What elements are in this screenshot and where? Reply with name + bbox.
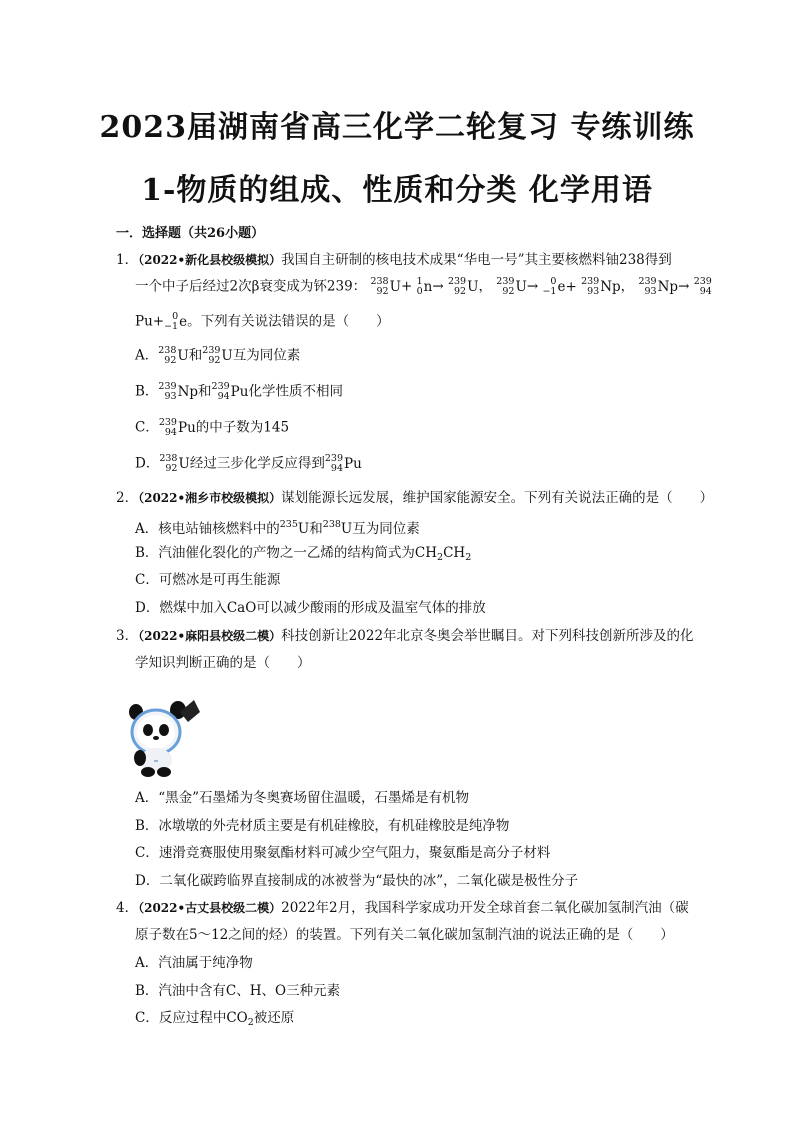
q1-option-a[interactable]: A． 238 92 U 和 239 92 U 互为同位素 <box>135 345 301 366</box>
q4-stem-line-1: 4．（2022•古丈县校级二模）2022年2月，我国科学家成功开发全球首套二氧化碳加氢制汽油（碳 <box>116 900 689 916</box>
q4-option-a[interactable]: A．汽油属于纯净物 <box>135 955 253 971</box>
q4-option-b[interactable]: B．汽油中含有C、H、O三种元素 <box>135 983 341 999</box>
q1-stem-line-1: 1．（2022•新化县校级模拟）我国自主研制的核电技术成果“华电一号”其主要核燃料铀238得到 <box>116 252 672 268</box>
q3-stem-line-2: 学知识判断正确的是（ ） <box>135 655 311 671</box>
nuclide-pu239-mass: 239 94 <box>693 276 712 297</box>
q2-option-d[interactable]: D．燃煤中加入CaO可以减少酸雨的形成及温室气体的排放 <box>135 600 486 616</box>
q3-option-a[interactable]: A．“黑金”石墨烯为冬奥赛场留住温暖，石墨烯是有机物 <box>135 790 470 806</box>
nuclide-u239: 239 92 U <box>447 276 479 297</box>
q1-option-d[interactable]: D． 238 92 U 经过三步化学反应得到 239 94 Pu <box>135 453 362 474</box>
title-line-2: 1-物质的组成、性质和分类 化学用语 <box>141 173 653 208</box>
nuclide-electron: 0 −1 e+ <box>542 276 577 297</box>
q3-option-b[interactable]: B．冰墩墩的外壳材质主要是有机硅橡胶，有机硅橡胶是纯净物 <box>135 818 510 834</box>
q1-option-b[interactable]: B． 239 93 Np 和 239 94 Pu 化学性质不相同 <box>135 381 343 402</box>
section-heading: 一．选择题（共26小题） <box>116 226 265 241</box>
q3-stem-line-1: 3．（2022•麻阳县校级二模）科技创新让2022年北京冬奥会举世瞩目。对下列科技创新所涉及的化 <box>116 628 694 644</box>
nuclide-electron-2: 0 −1 e <box>164 311 188 332</box>
q1-option-c[interactable]: C． 239 94 Pu 的中子数为145 <box>135 417 290 438</box>
q2-option-b[interactable]: B．汽油催化裂化的产物之一乙烯的结构简式为$CH_2CH_2$ <box>135 545 472 563</box>
svg-text:≈: ≈ <box>153 758 159 765</box>
nuclide-np239: 239 93 Np <box>581 276 621 297</box>
q2-option-c[interactable]: C．可燃冰是可再生能源 <box>135 572 281 588</box>
q1-stem-line-2: 一个中子后经过2次β衰变成为钚239： 238 92 U + 1 0 n → 239 92 U ， 239 92 U → 0 −1 e+ 239 93 Np ， 239 93 Np → 239 94 <box>135 276 712 297</box>
nuclide-u238: 238 92 U <box>370 276 401 297</box>
q2-option-a[interactable]: A．核电站铀核燃料中的$^{235}$U和$^{238}$U互为同位素 <box>135 519 420 537</box>
q1-stem-line-3: Pu+ 0 −1 e 。下列有关说法错误的是（ ） <box>135 311 390 332</box>
nuclide-neutron: 1 0 n <box>416 276 433 297</box>
nuclide-np239-b: 239 93 Np <box>638 276 679 297</box>
q3-option-d[interactable]: D．二氧化碳跨临界直接制成的冰被誉为“最快的冰”，二氧化碳是极性分子 <box>135 873 579 889</box>
nuclide-u239-b: 239 92 U <box>496 276 527 297</box>
q3-option-c[interactable]: C．速滑竞赛服使用聚氨酯材料可减少空气阻力，聚氨酯是高分子材料 <box>135 845 551 861</box>
bing-dwen-dwen-mascot-image <box>118 692 208 778</box>
q4-stem-line-2: 原子数在5～12之间的烃）的装置。下列有关二氧化碳加氢制汽油的说法正确的是（ ） <box>135 927 674 943</box>
q4-option-c[interactable]: C．反应过程中$CO_2$被还原 <box>135 1010 295 1028</box>
title-line-1: 2023届湖南省高三化学二轮复习 专练训练 <box>99 110 695 145</box>
q2-stem: 2．（2022•湘乡市校级模拟）谋划能源长远发展，维护国家能源安全。下列有关说法正确的是（ ） <box>116 490 714 506</box>
